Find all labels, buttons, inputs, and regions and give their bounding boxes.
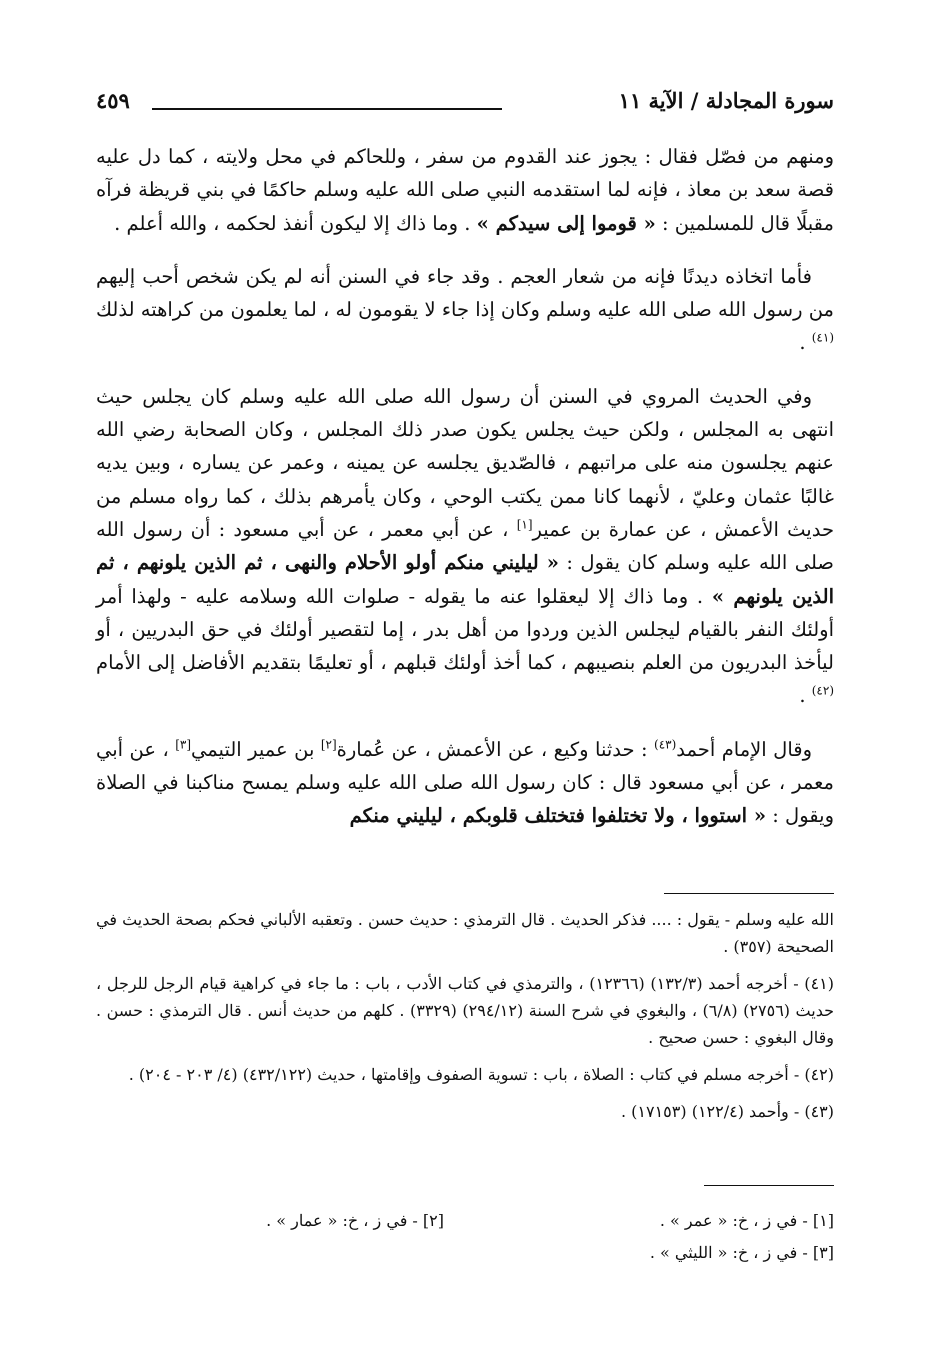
paragraph-2: فأما اتخاذه ديدنًا فإنه من شعار العجم . وقد جاء في السنن أنه لم يكن شخص أحب إليهم من رسول الله صلى الله عليه وسلم وكان إذا جاء لا يقومون له ، لما يعلمون من كراهته لذلك $^{(٤١)}$ . bbox=[96, 264, 834, 355]
footnote-ref: (٤٢) bbox=[811, 683, 834, 698]
footnote-continued: الله عليه وسلم - يقول : .... فذكر الحديث . قال الترمذي : حديث حسن . وتعقبه الألباني فحكم بصحة الحديث في الصحيحة (٣٥٧) . bbox=[96, 910, 835, 956]
paragraph-4: وقال الإمام أحمد$^{(٤٣)}$ : حدثنا وكيع ، عن الأعمش ، عن عُمارة[٢] بن عمير التيمي[٣] ، عن أبي معمر ، عن أبي مسعود قال : كان رسول الله صلى الله عليه وسلم يمسح مناكبنا في الصلاة ويقول : « استووا ، ولا تختلفوا فتختلف قلوبكم ، ليليني منكم bbox=[96, 737, 834, 828]
footnote-ref: (٤١) bbox=[811, 330, 834, 345]
running-title: سورة المجادلة / الآية ١١ bbox=[618, 88, 834, 113]
footnote-43: (٤٣) - وأحمد (١٢٢/٤) (١٧١٥٣) . bbox=[620, 1102, 834, 1121]
editor-note-2: [٢] - في ز ، خ: « عمار » . bbox=[266, 1211, 444, 1230]
editor-notes-rule bbox=[704, 1185, 834, 1186]
paragraph-3: وفي الحديث المروي في السنن أن رسول الله صلى الله عليه وسلم كان يجلس حيث انتهى به المجلس ، ولكن حيث يجلس يكون صدر ذلك المجلس ، وكان الصحابة رضي الله عنهم يجلسون منه على مراتبهم ، فالصّديق يجلسه عن يمينه ، وعمر عن يساره ، وبين يديه غالبًا عثمان وعليّ ، لأنهما كانا ممن يكتب الوحي ، وكان يأمرهم بذلك ، كما رواه مسلم من حديث الأعمش ، عن عمارة بن عمير[١] ، عن أبي معمر ، عن أبي مسعود : أن رسول الله صلى الله عليه وسلم كان يقول : « ليليني منكم أولو الأحلام والنهى ، ثم الذين يلونهم ، ثم الذين يلونهم » . وما ذاك إلا ليعقلوا عنه ما يقوله - صلوات الله وسلامه عليه - ولهذا أمر أولئك النفر بالقيام ليجلس الذين وردوا من أهل بدر ، إما لتقصير أولئك في حق البدريين ، أو ليأخذ البدريون من العلم بنصيبهم ، كما أخذ أولئك قبلهم ، أو تعليمًا بتقديم الأفاضل إلى الأمام $^{(٤٢)}$ . bbox=[96, 384, 835, 708]
hadith-quote: « ليليني منكم أولو الأحلام والنهى ، ثم الذين يلونهم ، ثم الذين يلونهم » bbox=[96, 551, 835, 608]
editor-note-ref: [١] bbox=[516, 517, 533, 532]
hadith-quote: « قوموا إلى سيدكم » bbox=[476, 211, 656, 235]
footnote-41: (٤١) - أخرجه أحمد (١٣٢/٣) (١٢٣٦٦) ، والترمذي في كتاب الأدب ، باب : ما جاء في كراهية قيام الرجل للرجل ، حديث (٢٧٥٦) (٦/٨) ، والبغوي في شرح السنة (٢٩٤/١٢) (٣٣٢٩) . كلهم من حديث أنس . قال الترمذي : حسن . وقال البغوي : حسن صحيح . bbox=[96, 974, 835, 1047]
editor-notes-row bbox=[96, 1237, 834, 1269]
footnote-ref: (٤٣) bbox=[654, 737, 677, 752]
editor-note-ref: [٣] bbox=[175, 737, 192, 752]
editor-note-3: [٣] - في ز ، خ: « الليثي » . bbox=[649, 1243, 834, 1262]
footnote-rule bbox=[664, 893, 834, 894]
editor-notes bbox=[96, 1205, 834, 1269]
hadith-quote: « استووا ، ولا تختلفوا فتختلف قلوبكم ، ليليني منكم bbox=[349, 804, 767, 828]
page-number: ٤٥٩ bbox=[96, 88, 130, 113]
editor-note-1: [١] - في ز ، خ: « عمر » . bbox=[659, 1211, 834, 1230]
editor-notes-row bbox=[96, 1205, 834, 1237]
editor-note-ref: [٢] bbox=[320, 737, 337, 752]
paragraph-1: ومنهم من فصّل فقال : يجوز عند القدوم من سفر ، وللحاكم في محل ولايته ، كما دل عليه قصة سعد بن معاذ ، فإنه لما استقدمه النبي صلى الله عليه وسلم حاكمًا في بني قريظة فرآه مقبلًا قال للمسلمين : « قوموا إلى سيدكم » . وما ذاك إلا ليكون أنفذ لحكمه ، والله أعلم . bbox=[96, 145, 834, 235]
footnotes bbox=[96, 906, 834, 1135]
main-text bbox=[96, 140, 834, 853]
page-header bbox=[96, 88, 834, 122]
footnote-42: (٤٢) - أخرجه مسلم في كتاب : الصلاة ، باب : تسوية الصفوف وإقامتها ، حديث (٤٣٢/١٢٢) (٤/ ٢٠٣ - ٢٠٤) . bbox=[128, 1065, 834, 1084]
header-rule bbox=[152, 108, 502, 110]
